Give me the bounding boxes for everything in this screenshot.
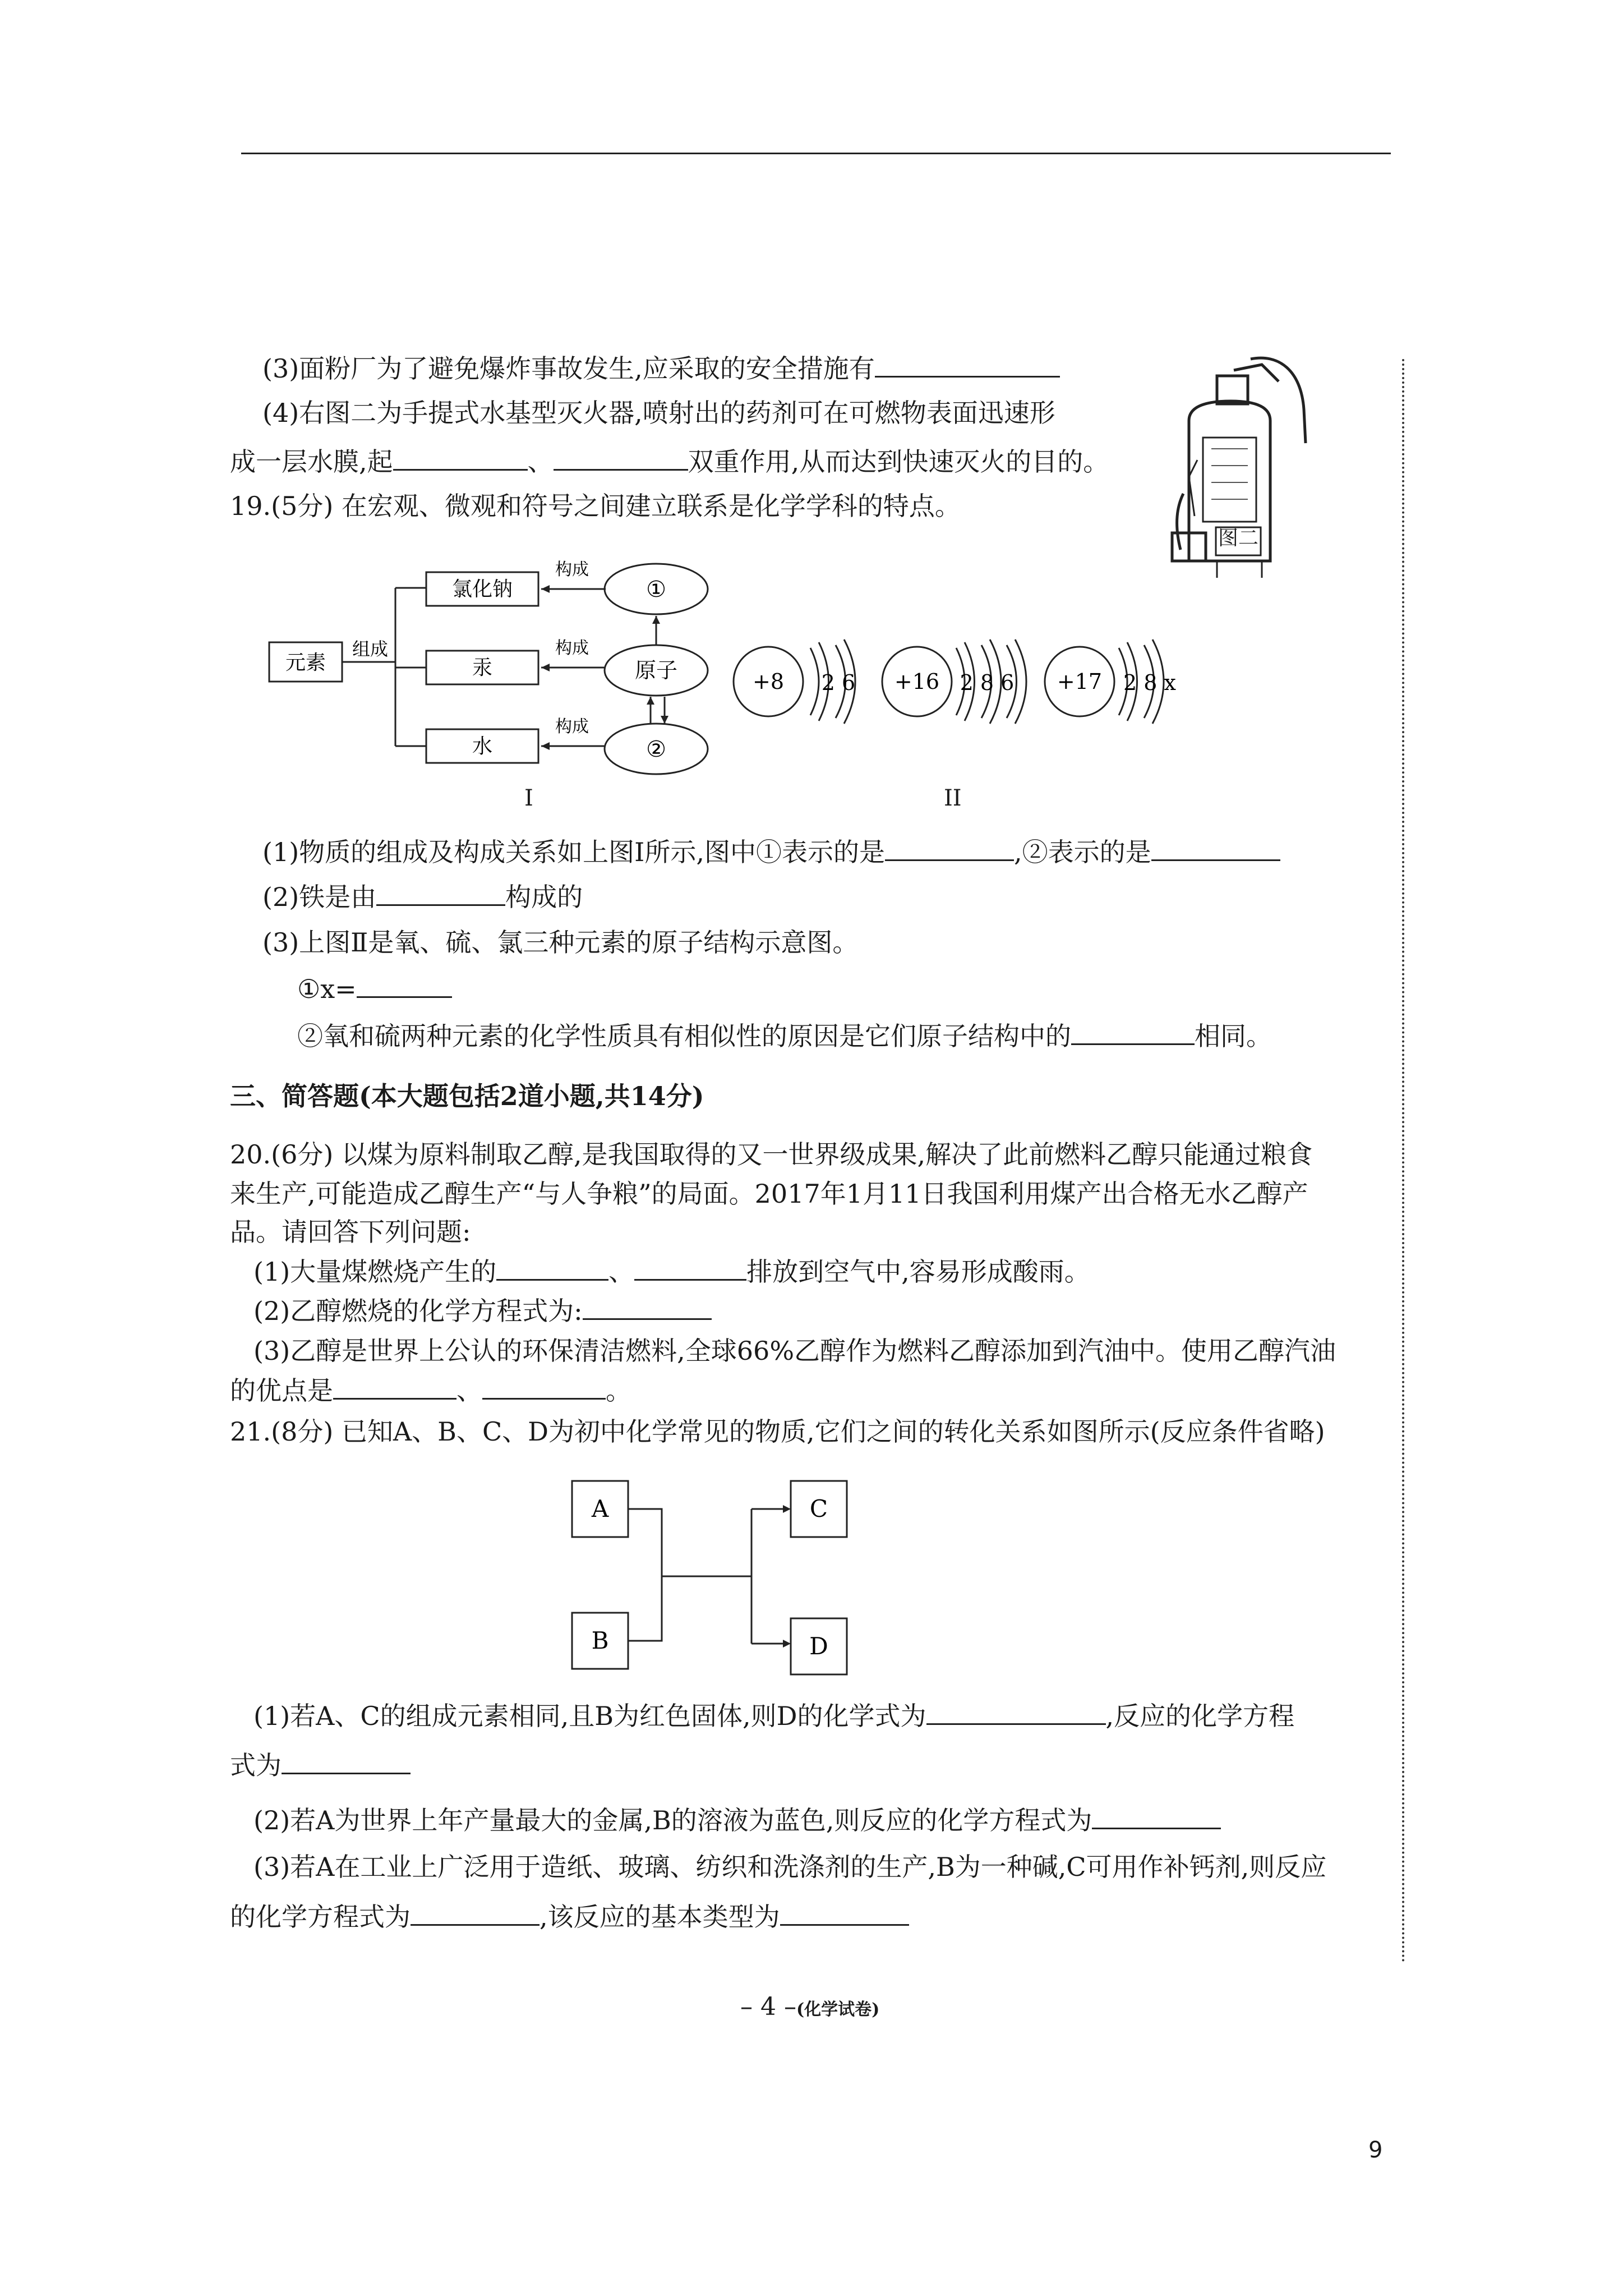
q19-x-blank[interactable]: [357, 972, 452, 998]
circle-2: ②: [646, 737, 666, 762]
compose-label: 组成: [352, 638, 389, 660]
fire-extinguisher-figure: [1150, 348, 1318, 606]
q18-item4-blank-2[interactable]: [554, 444, 688, 471]
box-water: 水: [472, 735, 493, 758]
chlorine-shells: 2 8 x: [1123, 670, 1176, 695]
q21-sub2: (2)若A为世界上年产量最大的金属,B的溶液为蓝色,则反应的化学方程式为: [253, 1803, 1221, 1837]
q18-item3-blank[interactable]: [875, 351, 1060, 378]
box-B: B: [591, 1627, 609, 1654]
construct-label-2: 构成: [555, 638, 589, 658]
q20-sub3-line2: 的优点是 、 。: [230, 1373, 631, 1407]
q21-diagram: [566, 1470, 903, 1683]
q18-item4-blank-1[interactable]: [393, 444, 528, 471]
oxygen-nucleus: +8: [752, 669, 785, 694]
q19-sub3: (3)上图Ⅱ是氧、硫、氯三种元素的原子结构示意图。: [262, 927, 859, 958]
circle-1: ①: [646, 577, 666, 602]
box-sodium-chloride: 氯化钠: [451, 578, 513, 601]
q21-sub1-blank-1[interactable]: [926, 1699, 1106, 1725]
element-box-label: 元素: [285, 651, 326, 674]
q21-sub3-line1: (3)若A在工业上广泛用于造纸、玻璃、纺织和洗涤剂的生产,B为一种碱,C可用作补钙剂,则反应: [253, 1852, 1327, 1882]
sulfur-shells: 2 8 6: [960, 670, 1015, 695]
q21-sub3-line2: 的化学方程式为 ,该反应的基本类型为: [230, 1899, 909, 1934]
q18-item4-line1: (4)右图二为手提式水基型灭火器,喷射出的药剂可在可燃物表面迅速形: [262, 398, 1055, 428]
q21-sub2-blank[interactable]: [1092, 1803, 1221, 1829]
circle-atom: 原子: [634, 658, 678, 683]
q19-sub2: (2)铁是由 构成的: [262, 880, 583, 914]
q21-stem: 21.(8分) 已知A、B、C、D为初中化学常见的物质,它们之间的转化关系如图所示(反应条件省略): [230, 1416, 1325, 1447]
q19-sub1-blank-1[interactable]: [885, 835, 1014, 861]
q20-sub1: (1)大量煤燃烧产生的 、 排放到空气中,容易形成酸雨。: [253, 1254, 1090, 1289]
q21-sub3-blank-2[interactable]: [780, 1899, 909, 1926]
q20-sub3-blank-1[interactable]: [333, 1373, 457, 1400]
construct-label-1: 构成: [555, 560, 589, 579]
q21-sub1-blank-2[interactable]: [282, 1748, 411, 1774]
section-3-heading: 三、简答题(本大题包括2道小题,共14分): [230, 1081, 704, 1111]
page-mark: [740, 1991, 879, 2026]
q20-sub2-blank[interactable]: [583, 1294, 712, 1320]
construct-label-3: 构成: [555, 717, 589, 737]
q20-sub3-line1: (3)乙醇是世界上公认的环保清洁燃料,全球66%乙醇作为燃料乙醇添加到汽油中。使用乙醇汽油: [253, 1336, 1336, 1366]
q19-sub1-blank-2[interactable]: [1151, 835, 1280, 861]
page-mark-number: – 4 –: [740, 1993, 796, 2021]
figure-2-label: 图二: [1218, 527, 1259, 550]
q20-sub1-blank-2[interactable]: [634, 1254, 746, 1281]
q18-item3: (3)面粉厂为了避免爆炸事故发生,应采取的安全措施有: [262, 351, 1060, 385]
q19-sub3-1: ①x=: [297, 972, 452, 1006]
diagram-I-caption: I: [524, 785, 533, 811]
diagram-II-caption: II: [944, 785, 962, 811]
chlorine-nucleus: +17: [1057, 669, 1103, 694]
q20-sub1-blank-1[interactable]: [496, 1254, 608, 1281]
diagram-I: [264, 550, 757, 802]
paper-name: (化学试卷): [796, 2000, 880, 2019]
q21-sub1: (1)若A、C的组成元素相同,且B为红色固体,则D的化学式为 ,反应的化学方程: [253, 1699, 1294, 1733]
box-mercury: 汞: [472, 656, 493, 679]
box-C: C: [809, 1495, 828, 1522]
q19-sub1: (1)物质的组成及构成关系如上图Ⅰ所示,图中①表示的是 ,②表示的是: [262, 835, 1280, 869]
box-A: A: [591, 1495, 609, 1522]
oxygen-shells: 2 6: [821, 670, 856, 695]
diagram-II: [729, 623, 1200, 746]
sulfur-nucleus: +16: [894, 669, 940, 694]
q19-sub3-2-blank[interactable]: [1071, 1019, 1195, 1045]
q21-sub3-blank-1[interactable]: [411, 1899, 540, 1926]
binding-margin-dashes: [1402, 359, 1404, 1963]
box-D: D: [809, 1632, 828, 1660]
q19-sub3-2: ②氧和硫两种元素的化学性质具有相似性的原因是它们原子结构中的 相同。: [297, 1019, 1272, 1053]
q20-sub2: (2)乙醇燃烧的化学方程式为:: [253, 1294, 712, 1328]
q19-sub2-blank[interactable]: [376, 880, 505, 906]
q20-stem-line1: 20.(6分) 以煤为原料制取乙醇,是我国取得的又一世界级成果,解决了此前燃料乙醇只能通过粮食: [230, 1139, 1313, 1170]
q20-stem-line2: 来生产,可能造成乙醇生产“与人争粮”的局面。2017年1月11日我国利用煤产出合格无水乙醇产: [230, 1179, 1308, 1209]
top-rule: [241, 153, 1391, 154]
q20-sub3-blank-2[interactable]: [482, 1373, 606, 1400]
q21-sub1-cont: 式为: [230, 1748, 411, 1782]
page-number: 9: [1368, 2137, 1383, 2163]
q20-stem-line3: 品。请回答下列问题:: [230, 1217, 471, 1247]
q19-stem: 19.(5分) 在宏观、微观和符号之间建立联系是化学学科的特点。: [230, 491, 961, 521]
q18-item4-line2: 成一层水膜,起 、 双重作用,从而达到快速灭火的目的。: [230, 444, 1109, 478]
